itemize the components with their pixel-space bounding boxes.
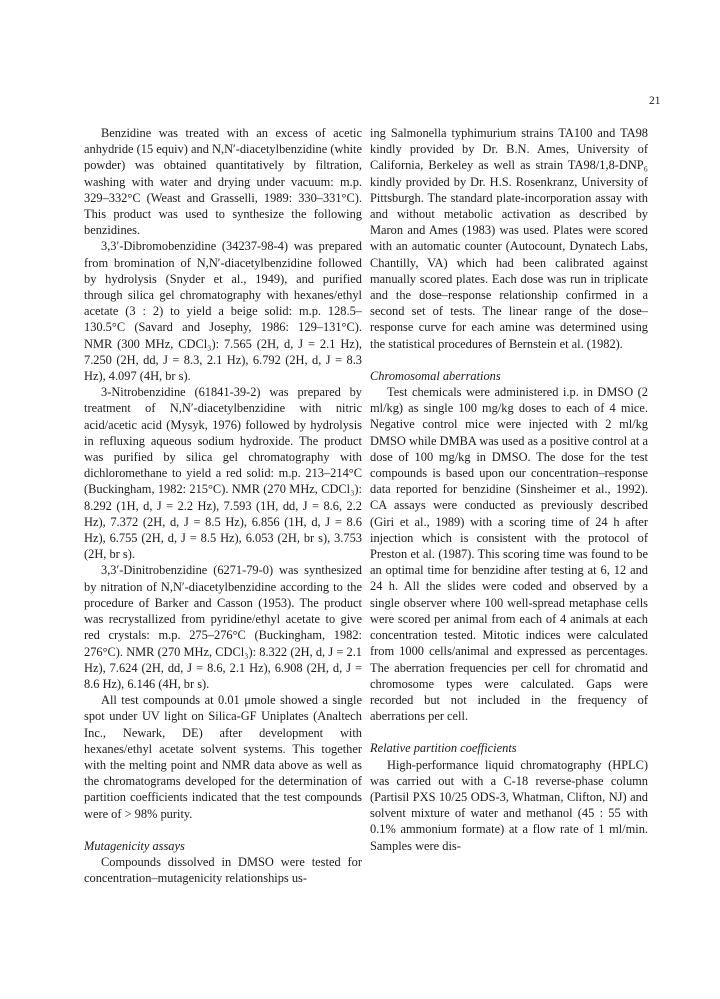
paragraph-salmonella: ing Salmonella typhimurium strains TA100 and TA98 kindly provided by Dr. B.N. Ames, University of California, Berkeley as well as strain TA98/1,8-DNP₆ kindly provided by Dr. H.S. Rosenkranz, University of Pittsburgh. The standard plate-incorporation assay with and without metabolic activation as described by Maron and Ames (1983) was used. Plates were scored with an automatic counter (Autocount, Dynatech Labs, Chantilly, VA) which had been calibrated against manually scored plates. Each dose was run in triplicate and the dose–response relationship confirmed in a second set of tests. The linear range of the dose–response curve for each amine was determined using the statistical procedures of Bernstein et al. (1982).: [370, 126, 648, 351]
right-column: [370, 125, 648, 854]
heading-partition-coefficients: Relative partition coefficients: [370, 741, 517, 756]
left-column: [84, 125, 362, 886]
paragraph-purity: All test compounds at 0.01 μmole showed a single spot under UV light on Silica-GF Uniplates (Analtech Inc., Newark, DE) after development with hexanes/ethyl acetate solvent systems. This together with the melting point and NMR data above as well as the chromatograms developed for the determination of partition coefficients indicated that the test compounds were of > 98% purity.: [84, 693, 362, 821]
paragraph-hplc: High-performance liquid chromatography (HPLC) was carried out with a C-18 reverse-phase column (Partisil PXS 10/25 ODS-3, Whatman, Clifton, NJ) and solvent mixture of water and methanol (45 : 55 with 0.1% ammonium formate) at a flow rate of 1 ml/min. Samples were dis-: [370, 757, 648, 853]
heading-chromosomal-aberrations: Chromosomal aberrations: [370, 368, 501, 383]
paragraph-mutagenicity: Compounds dissolved in DMSO were tested for concentration–mutagenicity relationships us-: [84, 854, 362, 886]
heading-mutagenicity-assays: Mutagenicity assays: [84, 838, 185, 853]
paragraph-dibromobenzidine: 3,3′-Dibromobenzidine (34237-98-4) was prepared from bromination of N,N′-diacetylbenzidine followed by hydrolysis (Snyder et al., 1949), and purified through silica gel chromatography with hexanes/ethyl acetate (3 : 2) to yield a beige solid: m.p. 128.5–130.5°C (Savard and Josephy, 1986: 129–131°C). NMR (300 MHz, CDCl₃): 7.565 (2H, d, J = 2.1 Hz), 7.250 (2H, dd, J = 8.3, 2.1 Hz), 6.792 (2H, d, J = 8.3 Hz), 4.097 (4H, br s).: [84, 239, 362, 384]
page-number: 21: [649, 95, 661, 107]
paragraph-diacetylbenzidine: Benzidine was treated with an excess of acetic anhydride (15 equiv) and N,N′-diacetylbenzidine (white powder) was obtained quantitatively by filtration, washing with water and drying under vacuum: m.p. 329–332°C (Weast and Grasselli, 1989: 330–331°C). This product was used to synthesize the following benzidines.: [84, 126, 362, 238]
paragraph-chromosomal: Test chemicals were administered i.p. in DMSO (2 ml/kg) as single 100 mg/kg doses to each of 4 mice. Negative control mice were injected with 2 ml/kg DMSO while DMBA was used as a positive control at a dose of 100 mg/kg in DMSO. The dose for the test compounds is based upon our concentration–response data reported for benzidine (Sinsheimer et al., 1992). CA assays were conducted as previously described (Giri et al., 1989) with a scoring time of 24 h after injection which is consistent with the protocol of Preston et al. (1987). This scoring time was found to be an optimal time for benzidine after testing at 6, 12 and 24 h. All the slides were coded and observed by a single observer where 100 well-spread metaphase cells were scored per animal from each of 4 animals at each concentration tested. Mitotic indices were calculated from 1000 cells/animal and expressed as percentages. The aberration frequencies per cell for chromatid and chromosome types were calculated. Gaps were recorded but not included in the frequency of aberrations per cell.: [370, 385, 648, 724]
paragraph-dinitrobenzidine: 3,3′-Dinitrobenzidine (6271-79-0) was synthesized by nitration of N,N′-diacetylbenzidine according to the procedure of Barker and Casson (1953). The product was recrystallized from pyridine/ethyl acetate to give red crystals: m.p. 275–276°C (Buckingham, 1982: 276°C). NMR (270 MHz, CDCl₃): 8.322 (2H, d, J = 2.1 Hz), 7.624 (2H, dd, J = 8.6, 2.1 Hz), 6.908 (2H, d, J = 8.6 Hz), 6.146 (4H, br s).: [84, 563, 362, 691]
paragraph-nitrobenzidine: 3-Nitrobenzidine (61841-39-2) was prepared by treatment of N,N′-diacetylbenzidine with nitric acid/acetic acid (Mysyk, 1976) followed by hydrolysis in refluxing aqueous sodium hydroxide. The product was purified by silica gel chromatography with dichloromethane to yield a red solid: m.p. 213–214°C (Buckingham, 1982: 215°C). NMR (270 MHz, CDCl₃): 8.292 (1H, d, J = 2.2 Hz), 7.593 (1H, dd, J = 8.6, 2.2 Hz), 7.372 (2H, d, J = 8.5 Hz), 6.856 (1H, d, J = 8.6 Hz), 6.755 (2H, d, J = 8.5 Hz), 6.053 (2H, br s), 3.753 (2H, br s).: [84, 385, 362, 562]
